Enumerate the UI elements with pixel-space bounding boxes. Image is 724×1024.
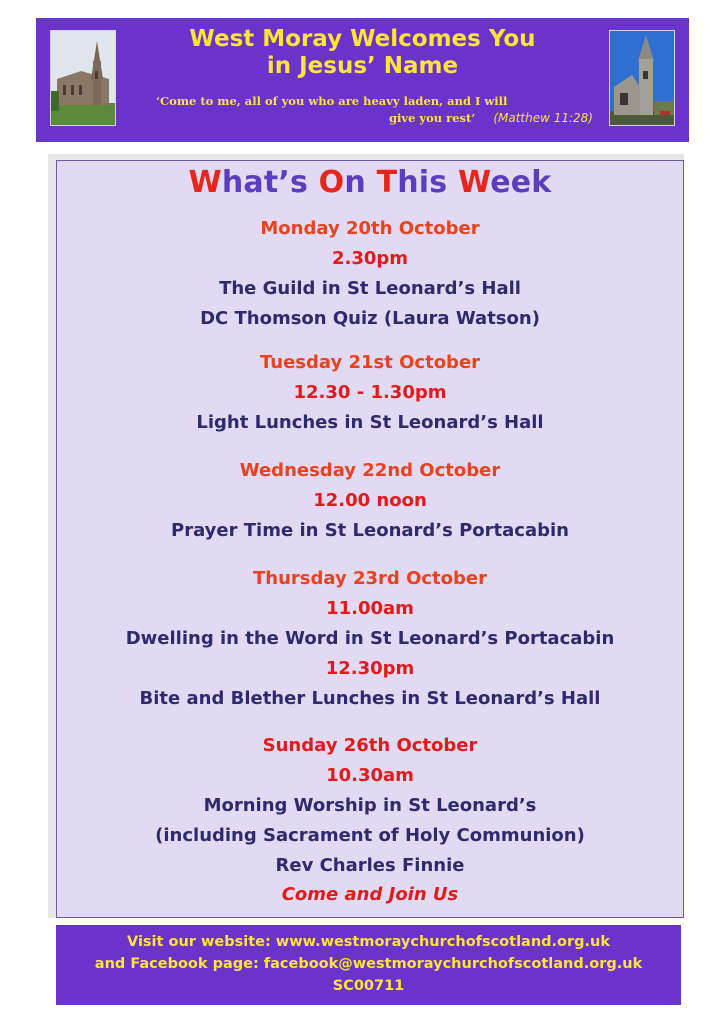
event-time: 12.00 noon [313, 490, 427, 511]
event-day: Monday 20th October [260, 218, 480, 239]
charity-number: SC00711 [332, 978, 405, 994]
footer-banner [56, 925, 681, 1005]
event-description: Rev Charles Finnie [275, 855, 465, 876]
event-day: Tuesday 21st October [259, 352, 481, 373]
event-description: Dwelling in the Word in St Leonard’s Portacabin [125, 628, 615, 649]
event-description: The Guild in St Leonard’s Hall [219, 278, 521, 299]
event-day: Thursday 23rd October [253, 568, 487, 589]
facebook-link[interactable]: and Facebook page: facebook@westmoraychurchofscotland.org.uk [94, 956, 643, 972]
church-photo-right [609, 30, 675, 126]
headline-part: T [376, 165, 398, 200]
event-time: 12.30pm [325, 658, 415, 679]
headline-part: hat’s [221, 165, 319, 200]
event-description: Bite and Blether Lunches in St Leonard’s Hall [139, 688, 601, 709]
event-time: 12.30 - 1.30pm [293, 382, 447, 403]
verse-line1: ‘Come to me, all of you who are heavy laden, and I will [156, 94, 508, 108]
whats-on-panel [56, 160, 684, 918]
event-description: Morning Worship in St Leonard’s [203, 795, 537, 816]
headline [57, 165, 683, 200]
event-description: Light Lunches in St Leonard’s Hall [196, 412, 544, 433]
event-description: Prayer Time in St Leonard’s Portacabin [171, 520, 569, 541]
bible-verse [148, 93, 593, 127]
verse-line2 [148, 110, 593, 127]
headline-part: eek [490, 165, 552, 200]
headline-part: n [344, 165, 377, 200]
event-description: DC Thomson Quiz (Laura Watson) [200, 308, 540, 329]
event-time: 2.30pm [331, 248, 409, 269]
headline-part: W [457, 165, 491, 200]
event-day: Sunday 26th October [262, 735, 478, 756]
headline-part: his [397, 165, 458, 200]
header-banner [36, 18, 689, 142]
website-link[interactable]: Visit our website: www.westmoraychurchofscotland.org.uk [126, 934, 611, 950]
header-title-line2: in Jesus’ Name [266, 53, 459, 79]
invitation-text: Come and Join Us [281, 884, 459, 905]
verse-text: give you rest’ [389, 111, 476, 125]
event-day: Wednesday 22nd October [239, 460, 501, 481]
church-photo-left [50, 30, 116, 126]
header-title-line1: West Moray Welcomes You [189, 26, 536, 52]
headline-part: W [188, 165, 222, 200]
headline-part: O [318, 165, 345, 200]
verse-reference: (Matthew 11:28) [493, 111, 593, 125]
header-title [136, 26, 589, 80]
event-time: 11.00am [326, 598, 414, 619]
event-time: 10.30am [326, 765, 414, 786]
event-description: (including Sacrament of Holy Communion) [155, 825, 585, 846]
